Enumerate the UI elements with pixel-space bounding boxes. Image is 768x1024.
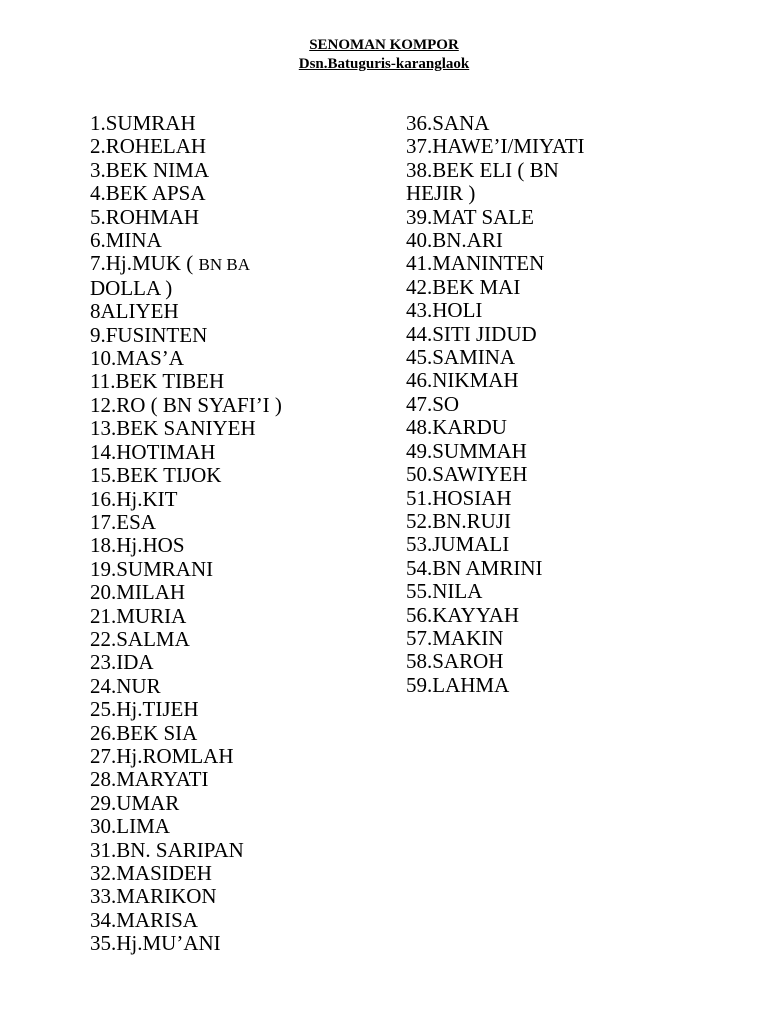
- list-item: 3.BEK NIMA: [90, 157, 209, 182]
- name-list-right: [406, 112, 646, 697]
- list-item-7: [90, 252, 380, 276]
- list-item-7-continued: DOLLA ): [90, 275, 173, 300]
- list-item: 36.SANA: [406, 111, 490, 135]
- list-item: 16.Hj.KIT: [90, 486, 178, 511]
- list-item: 49.SUMMAH: [406, 438, 527, 463]
- list-item: 37.HAWE’I/MIYATI: [406, 134, 585, 159]
- list-item: 53.JUMALI: [406, 532, 510, 557]
- list-item: 57.MAKIN: [406, 625, 504, 650]
- list-item: 47.SO: [406, 391, 460, 416]
- list-item: 50.SAWIYEH: [406, 462, 528, 487]
- document-subtitle: Dsn.Batuguris-karanglaok: [298, 56, 470, 72]
- list-item: 21.MURIA: [90, 603, 187, 628]
- list-item: 24.NUR: [90, 673, 161, 698]
- list-item: 23.IDA: [90, 650, 154, 675]
- list-item: 8ALIYEH: [90, 299, 179, 324]
- list-item: 39.MAT SALE: [406, 204, 534, 229]
- list-item: 27.Hj.ROMLAH: [90, 743, 234, 768]
- document-title: SENOMAN KOMPOR: [309, 37, 459, 53]
- list-item: 29.UMAR: [90, 790, 180, 815]
- list-item: 56.KAYYAH: [406, 602, 519, 627]
- list-item: 31.BN. SARIPAN: [90, 837, 244, 862]
- list-item: 19.SUMRANI: [90, 556, 214, 581]
- list-item: 34.MARISA: [90, 907, 198, 932]
- list-item: 17.ESA: [90, 509, 156, 534]
- list-item: 32.MASIDEH: [90, 861, 212, 885]
- list-item: 38.BEK ELI ( BN: [406, 157, 559, 182]
- list-item: 1.SUMRAH: [90, 111, 196, 135]
- list-item: 5.ROHMAH: [90, 204, 200, 229]
- list-item: 41.MANINTEN: [406, 251, 545, 276]
- list-item: 44.SITI JIDUD: [406, 321, 537, 346]
- list-item-7-small: BN BA: [198, 255, 250, 275]
- list-item: 2.ROHELAH: [90, 134, 207, 159]
- list-item: 15.BEK TIJOK: [90, 463, 222, 488]
- list-item: 30.LIMA: [90, 814, 170, 839]
- list-item: 42.BEK MAI: [406, 274, 521, 299]
- list-item: 58.SAROH: [406, 649, 504, 674]
- list-item: 51.HOSIAH: [406, 485, 512, 510]
- list-item: 33.MARIKON: [90, 884, 217, 909]
- list-item: 25.Hj.TIJEH: [90, 697, 199, 722]
- list-item: 40.BN.ARI: [406, 228, 503, 253]
- list-item: 59.LAHMA: [406, 672, 510, 697]
- document-header: [0, 36, 768, 74]
- list-item: 10.MAS’A: [90, 346, 184, 371]
- list-item: 26.BEK SIA: [90, 720, 198, 745]
- list-item: 11.BEK TIBEH: [90, 369, 225, 394]
- list-item: 55.NILA: [406, 579, 483, 604]
- list-item: 35.Hj.MU’ANI: [90, 931, 221, 956]
- list-item: 4.BEK APSA: [90, 181, 206, 206]
- list-item: 12.RO ( BN SYAFI’I ): [90, 392, 282, 417]
- list-item: 28.MARYATI: [90, 767, 209, 792]
- list-item: 45.SAMINA: [406, 345, 516, 370]
- list-item: 13.BEK SANIYEH: [90, 416, 256, 441]
- list-item: 54.BN AMRINI: [406, 555, 543, 580]
- list-item: 9.FUSINTEN: [90, 322, 208, 347]
- list-item: HEJIR ): [406, 181, 476, 206]
- list-item: 46.NIKMAH: [406, 368, 519, 393]
- list-item: 48.KARDU: [406, 415, 507, 440]
- name-list-left: [90, 112, 380, 956]
- list-item: 18.Hj.HOS: [90, 533, 185, 558]
- list-item: 20.MILAH: [90, 580, 186, 605]
- list-item-7-main: 7.Hj.MUK (: [90, 251, 199, 276]
- list-item: 52.BN.RUJI: [406, 508, 512, 533]
- list-item: 22.SALMA: [90, 626, 190, 651]
- list-item: 6.MINA: [90, 228, 162, 253]
- list-item: 14.HOTIMAH: [90, 439, 216, 464]
- list-item: 43.HOLI: [406, 298, 483, 323]
